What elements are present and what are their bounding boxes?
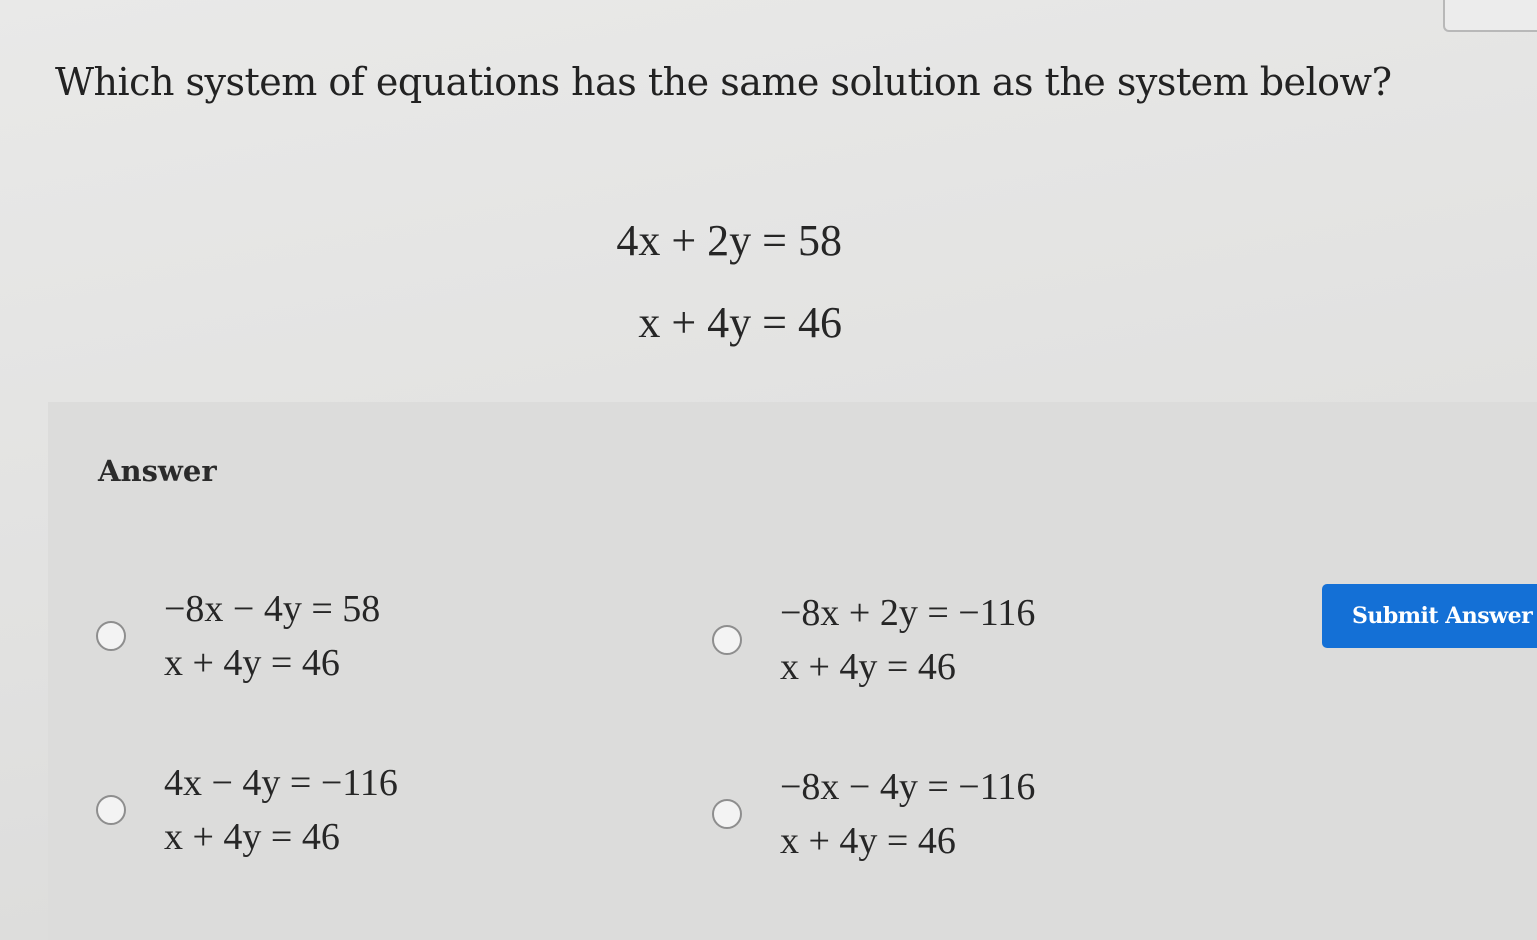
question-prompt: Which system of equations has the same solution as the system below? [55, 60, 1392, 104]
radio-button-2[interactable] [712, 625, 742, 655]
answer-option-3[interactable] [96, 756, 398, 864]
given-equation-2: x + 4y = 46 [638, 298, 842, 347]
top-right-widget[interactable] [1443, 0, 1537, 32]
option-2-equation-2: x + 4y = 46 [780, 646, 956, 688]
submit-answer-button[interactable]: Submit Answer [1322, 584, 1537, 648]
answer-option-4[interactable] [712, 760, 1035, 868]
option-3-equation-2: x + 4y = 46 [164, 816, 340, 858]
option-1-equation-1: −8x − 4y = 58 [164, 588, 381, 630]
given-equation-1: 4x + 2y = 58 [616, 216, 842, 265]
given-system [560, 200, 860, 364]
option-2-equation-1: −8x + 2y = −116 [780, 592, 1036, 634]
option-3-equations [164, 756, 398, 864]
radio-button-3[interactable] [96, 795, 126, 825]
option-4-equation-2: x + 4y = 46 [780, 820, 956, 862]
option-1-equation-2: x + 4y = 46 [164, 642, 340, 684]
option-2-equations [780, 586, 1035, 694]
answer-label: Answer [98, 454, 217, 488]
radio-button-1[interactable] [96, 621, 126, 651]
option-4-equation-1: −8x − 4y = −116 [780, 766, 1036, 808]
option-4-equations [780, 760, 1035, 868]
option-1-equations [164, 582, 380, 690]
answer-option-2[interactable] [712, 586, 1035, 694]
option-3-equation-1: 4x − 4y = −116 [164, 762, 398, 804]
radio-button-4[interactable] [712, 799, 742, 829]
answer-option-1[interactable] [96, 582, 380, 690]
